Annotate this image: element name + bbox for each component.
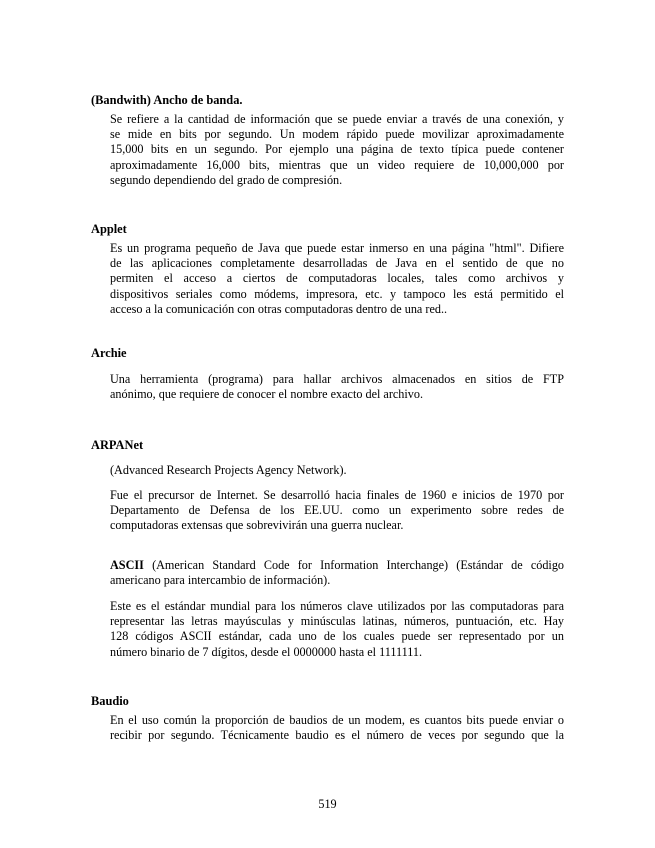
text-line: número binario de 7 dígitos, desde el 0000000 hasta el 1111111. <box>110 644 423 659</box>
text-line: recibir por segundo. Técnicamente baudio es el número de veces por segundo que la <box>110 728 564 743</box>
text-line: (Advanced Research Projects Agency Network). <box>110 463 347 477</box>
text-line: segundo dependiendo del grado de compresión. <box>110 172 343 187</box>
text-line: computadoras extensas que sobrevivirán una guerra nuclear. <box>110 518 404 533</box>
definition-baudio <box>110 713 564 743</box>
text-line: dispositivos seriales como módems, impresora, etc. y tampoco les está permitido el <box>110 286 564 301</box>
definition-archie <box>110 372 564 402</box>
text-line: 15,000 bits en un segundo. Por ejemplo una página de texto típica puede contener <box>110 142 564 157</box>
text-line: se mide en bits por segundo. Un modem rápido puede movilizar aproximadamente <box>110 127 564 142</box>
page-number: 519 <box>318 797 337 811</box>
term-heading-bandwith: (Bandwith) Ancho de banda. <box>91 93 243 107</box>
definition-ascii <box>110 599 564 660</box>
text-line: Una herramienta (programa) para hallar archivos almacenados en sitios de FTP <box>110 372 564 386</box>
text-line: En el uso común la proporción de baudios de un modem, es cuantos bits puede enviar o <box>110 713 564 727</box>
text-line: Es un programa pequeño de Java que puede estar inmerso en una página "html". Difiere <box>110 241 564 255</box>
definition-arpanet <box>110 488 564 534</box>
text-line <box>110 558 564 573</box>
term-heading-baudio: Baudio <box>91 694 129 708</box>
ascii-expansion-text: (American Standard Code for Information Interchange) (Estándar de código <box>152 558 565 572</box>
text-line: 128 códigos ASCII estándar, cada uno de los cuales puede ser representado por un <box>110 629 564 644</box>
definition-bandwith <box>110 112 564 188</box>
text-line: representar las letras mayúsculas y minúsculas latinas, números, puntuación, etc. Hay <box>110 614 564 629</box>
text-line: Se refiere a la cantidad de información que se puede enviar a través de una conexión, y <box>110 112 564 126</box>
text-line: Departamento de Defensa de los EE.UU. como un experimento sobre redes de <box>110 503 564 518</box>
term-heading-ascii: ASCII <box>110 558 144 572</box>
text-line: permiten el acceso a ciertos de computadoras locales, tales como archivos y <box>110 271 564 286</box>
definition-applet <box>110 241 564 317</box>
text-line: americano para intercambio de información). <box>110 573 331 588</box>
text-line: Fue el precursor de Internet. Se desarrolló hacia finales de 1960 e inicios de 1970 por <box>110 488 564 502</box>
definition-arpanet-expansion <box>110 463 564 478</box>
text-line: acceso a la comunicación con otras computadoras dentro de una red.. <box>110 301 448 316</box>
term-heading-arpanet: ARPANet <box>91 438 144 452</box>
definition-ascii-expansion <box>110 558 564 588</box>
text-line: anónimo, que requiere de conocer el nombre exacto del archivo. <box>110 387 424 402</box>
text-line: Este es el estándar mundial para los números clave utilizados por las computadoras para <box>110 599 564 613</box>
term-heading-archie: Archie <box>91 346 127 360</box>
term-heading-applet: Applet <box>91 222 127 236</box>
text-line: de las aplicaciones completamente desarrolladas de Java en el sentido de que no <box>110 256 564 271</box>
text-line: aproximadamente 16,000 bits, mientras que un video requiere de 10,000,000 por <box>110 157 564 172</box>
